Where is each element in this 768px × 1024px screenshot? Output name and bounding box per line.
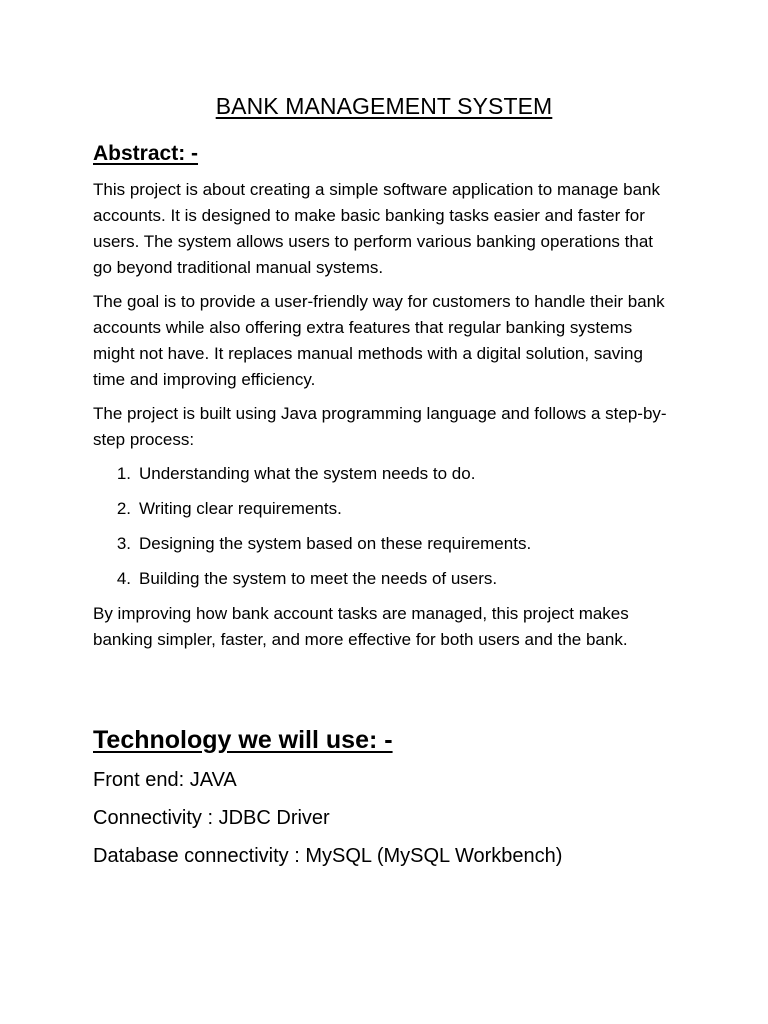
- tech-front-end: Front end: JAVA: [93, 769, 237, 791]
- list-item: [93, 531, 668, 557]
- tech-connectivity: Connectivity : JDBC Driver: [93, 807, 330, 829]
- document-title: BANK MANAGEMENT SYSTEM: [215, 93, 553, 119]
- list-item: [93, 461, 668, 487]
- list-item-number: 4.: [116, 569, 131, 588]
- abstract-paragraph-3: The project is built using Java programming language and follows a step-by-step process:: [93, 404, 667, 449]
- list-item: [93, 496, 668, 522]
- list-item-text: Writing clear requirements.: [139, 499, 342, 518]
- list-item-number: 3.: [116, 534, 131, 553]
- abstract-paragraph-2: The goal is to provide a user-friendly way for customers to handle their bank accounts while also offering extra features that regular banking systems might not have. It replaces manual methods with a digital solution, saving time and improving efficiency.: [93, 292, 665, 389]
- list-item-text: Designing the system based on these requirements.: [139, 534, 532, 553]
- list-item-number: 1.: [116, 464, 131, 483]
- section-spacer: [93, 661, 668, 723]
- abstract-conclusion: By improving how bank account tasks are managed, this project makes banking simpler, faster, and more effective for both users and the bank.: [93, 604, 629, 649]
- list-item-text: Understanding what the system needs to do.: [139, 464, 476, 483]
- tech-database-connectivity: Database connectivity : MySQL (MySQL Workbench): [93, 845, 563, 867]
- list-item: [93, 566, 668, 592]
- abstract-paragraph-1: This project is about creating a simple software application to manage bank accounts. It is designed to make basic banking tasks easier and faster for users. The system allows users to perform various banking operations that go beyond traditional manual systems.: [93, 180, 660, 277]
- process-steps-list: [93, 461, 668, 592]
- list-item-text: Building the system to meet the needs of users.: [139, 569, 498, 588]
- technology-heading: Technology we will use: -: [93, 726, 393, 754]
- list-item-number: 2.: [116, 499, 131, 518]
- abstract-heading: Abstract: -: [93, 142, 199, 165]
